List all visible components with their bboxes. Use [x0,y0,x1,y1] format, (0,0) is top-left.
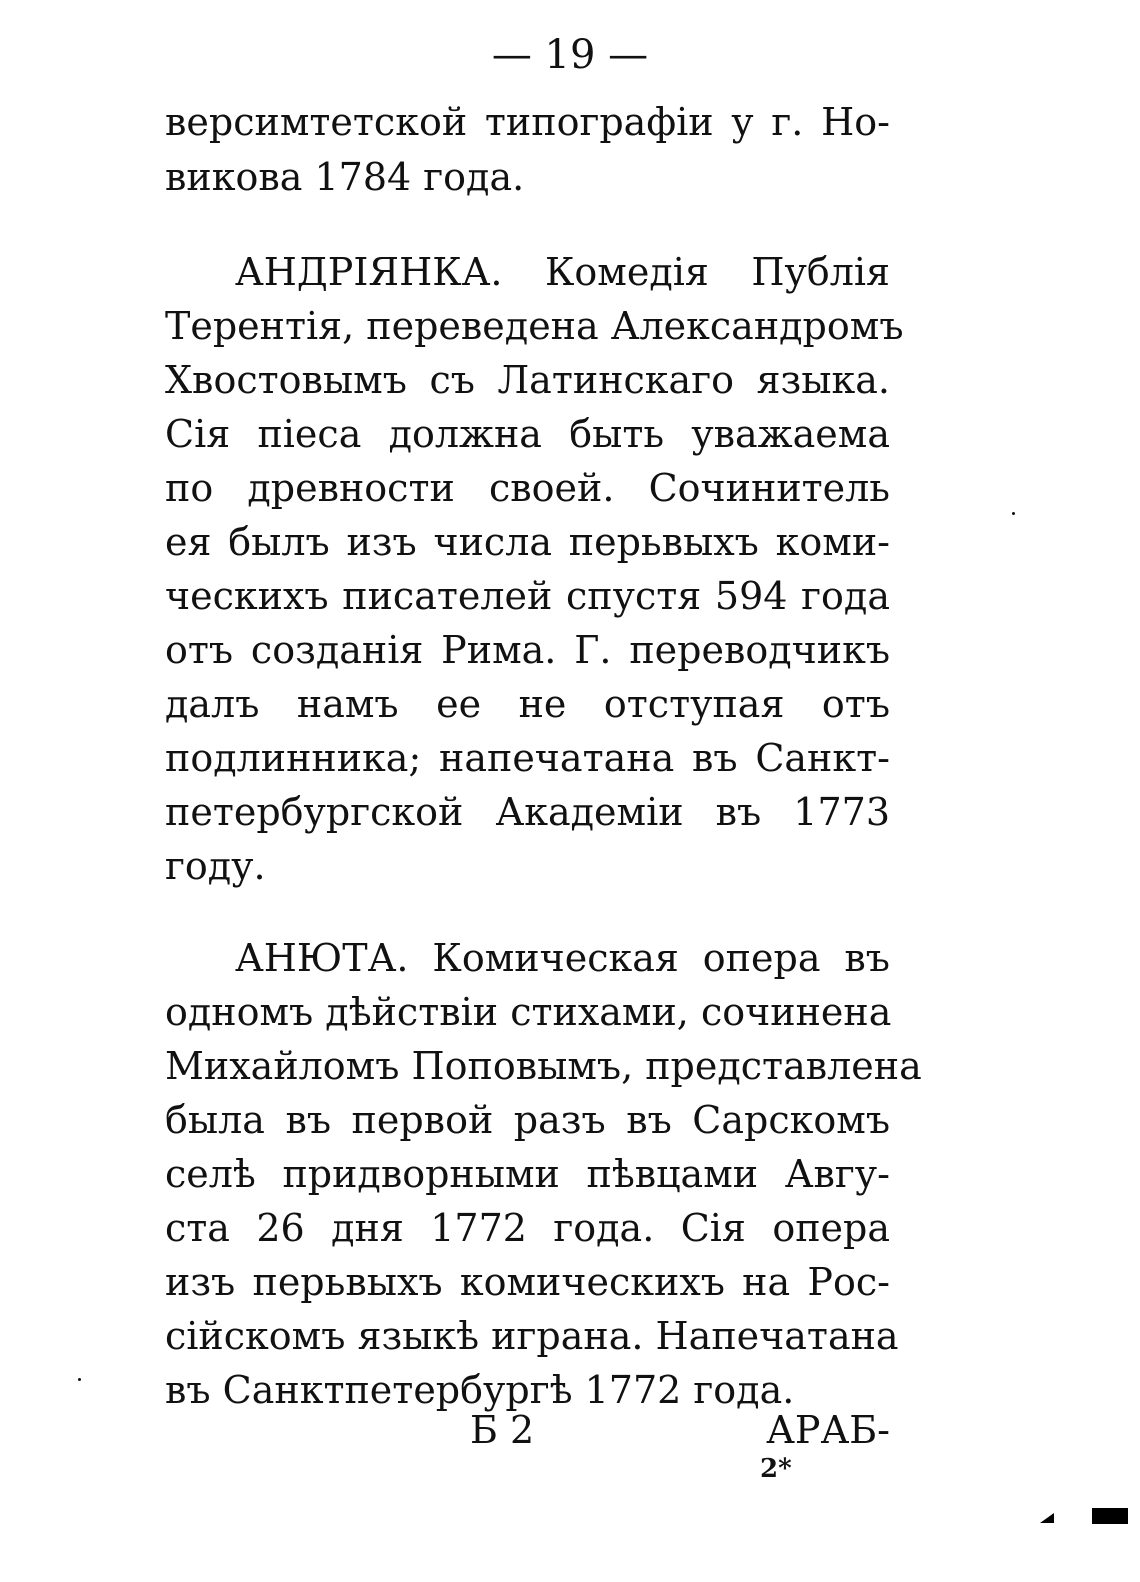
text-line: ста 26 дня 1772 года. Сія опера [165,1206,890,1250]
text-line: Хвостовымъ съ Латинскаго языка. [165,358,890,402]
text-line: подлинника; напечатана въ Санкт- [165,736,890,780]
scan-mark-bar [1092,1508,1128,1524]
text-line: далъ намъ ее не отступая отъ [165,682,890,726]
text-line: викова 1784 года. [165,155,525,199]
text-line: ея былъ изъ числа перьвыхъ коми- [165,520,890,564]
page-number: — 19 — [491,32,649,78]
scan-speck [1012,512,1015,515]
text-line: въ Санктпетербургѣ 1772 года. [165,1368,795,1412]
scan-mark-triangle [1040,1513,1054,1523]
signature-mark: Б 2 [470,1408,535,1452]
text-line: отъ созданія Рима. Г. переводчикъ [165,628,890,672]
sheet-mark: 2* [760,1454,792,1484]
text-line: Терентія, переведена Александромъ [165,304,904,348]
text-line: по древности своей. Сочинитель [165,466,890,510]
text-line: Михайломъ Поповымъ, представлена [165,1044,922,1088]
text-line: была въ первой разъ въ Сарскомъ [165,1098,890,1142]
text-line: одномъ дѣйствіи стихами, сочинена [165,990,892,1034]
text-line: ческихъ писателей спустя 594 года [165,574,890,618]
text-line: сійскомъ языкѣ играна. Напечатана [165,1314,899,1358]
text-line: году. [165,844,266,888]
text-line: селѣ придворными пѣвцами Авгу- [165,1152,890,1196]
entry-heading-line: АНДРІЯНКА. Комедія Публія [235,250,890,294]
text-line: петербургской Академіи въ 1773 [165,790,890,834]
text-line: Сія піеса должна быть уважаема [165,412,890,456]
catchword: АРАБ- [766,1408,890,1452]
entry-heading-line: АНЮТА. Комическая опера въ [235,936,890,980]
text-line: версимтетской типографіи у г. Но- [165,100,890,144]
text-line: изъ перьвыхъ комическихъ на Рос- [165,1260,890,1304]
scan-speck [78,1378,81,1381]
